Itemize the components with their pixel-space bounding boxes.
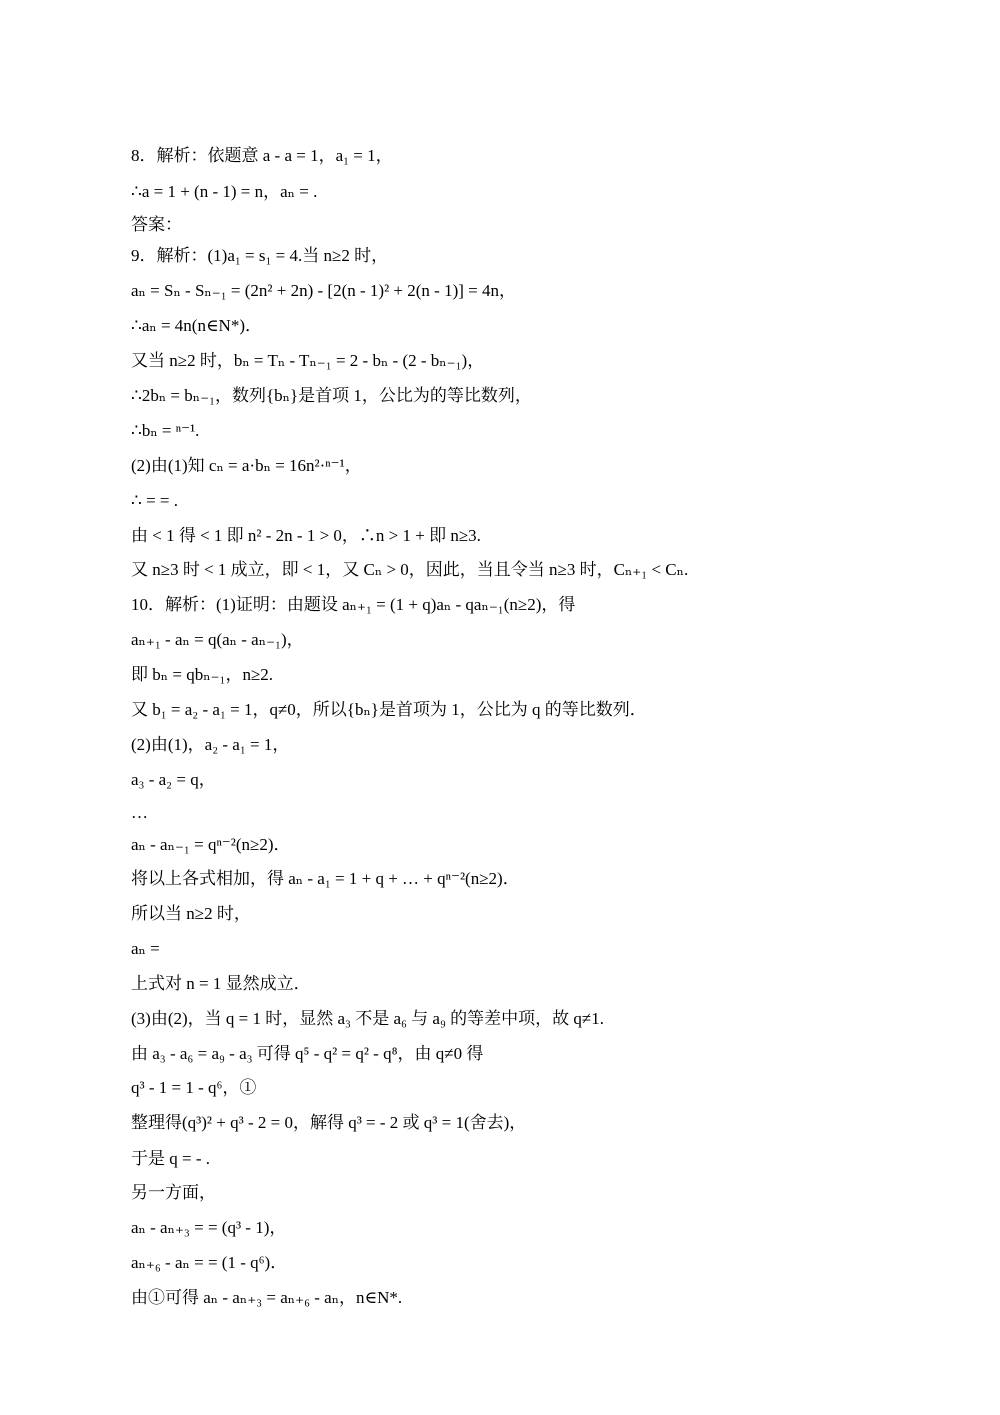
text-line: 由①可得 aₙ - aₙ₊₃ = aₙ₊₆ - aₙ，n∈N*. [131,1288,403,1307]
text-line: q³ - 1 = 1 - q⁶，① [131,1078,257,1097]
text-line: 8．解析：依题意 a - a = 1，a₁ = 1， [131,146,393,165]
text-line: 又当 n≥2 时，bₙ = Tₙ - Tₙ₋₁ = 2 - bₙ - (2 - bₙ₋₁)， [131,351,485,370]
text-line: aₙ₊₁ - aₙ = q(aₙ - aₙ₋₁)， [131,630,304,649]
text-line: 答案： [131,215,182,234]
text-line: (2)由(1)知 cₙ = a·bₙ = 16n²·ⁿ⁻¹， [131,456,362,475]
text-line: 即 bₙ = qbₙ₋₁，n≥2. [131,665,274,684]
text-line: 由 < 1 得 < 1 即 n² - 2n - 1 > 0，∴n > 1 + 即 n≥3. [131,526,481,545]
text-line: aₙ₊₆ - aₙ = = (1 - q⁶)． [131,1253,288,1272]
text-line: ∴aₙ = 4n(n∈N*)． [131,316,262,335]
text-line: 整理得(q³)² + q³ - 2 = 0，解得 q³ = - 2 或 q³ = 1(舍去)， [131,1113,527,1132]
text-line: 由 a₃ - a₆ = a₉ - a₃ 可得 q⁵ - q² = q² - q⁸，由 q≠0 得 [131,1044,484,1063]
text-line: a₃ - a₂ = q， [131,770,216,789]
text-line: aₙ = Sₙ - Sₙ₋₁ = (2n² + 2n) - [2(n - 1)² + 2(n - 1)] = 4n， [131,281,516,300]
text-line: ∴bₙ = ⁿ⁻¹. [131,421,200,440]
text-line: 又 b₁ = a₂ - a₁ = 1，q≠0，所以{bₙ}是首项为 1，公比为 q 的等比数列． [131,700,647,719]
text-line: 9．解析：(1)a₁ = s₁ = 4.当 n≥2 时， [131,246,389,265]
text-line: 将以上各式相加，得 aₙ - a₁ = 1 + q + … + qⁿ⁻²(n≥2)． [131,869,520,888]
text-line: 又 n≥3 时 < 1 成立，即 < 1，又 Cₙ > 0，因此，当且令当 n≥3 时，Cₙ₊₁ < Cₙ. [131,560,689,579]
text-line: 10．解析：(1)证明：由题设 aₙ₊₁ = (1 + q)aₙ - qaₙ₋₁(n≥2)，得 [131,595,576,614]
text-line: ∴ = = . [131,491,178,510]
text-line: ∴a = 1 + (n - 1) = n，aₙ = . [131,182,318,201]
text-line: … [131,803,148,822]
text-line: (3)由(2)，当 q = 1 时，显然 a₃ 不是 a₆ 与 a₉ 的等差中项，故 q≠1. [131,1009,604,1028]
text-line: 于是 q = - . [131,1149,210,1168]
text-line: aₙ - aₙ₊₃ = = (q³ - 1)， [131,1218,287,1237]
text-line: (2)由(1)，a₂ - a₁ = 1， [131,735,290,754]
text-line: aₙ - aₙ₋₁ = qⁿ⁻²(n≥2)． [131,835,291,854]
text-line: 上式对 n = 1 显然成立． [131,974,311,993]
text-line: ∴2bₙ = bₙ₋₁，数列{bₙ}是首项 1，公比为的等比数列， [131,386,532,405]
text-line: 所以当 n≥2 时， [131,904,251,923]
text-line: 另一方面， [131,1183,216,1202]
text-line: aₙ = [131,939,160,958]
